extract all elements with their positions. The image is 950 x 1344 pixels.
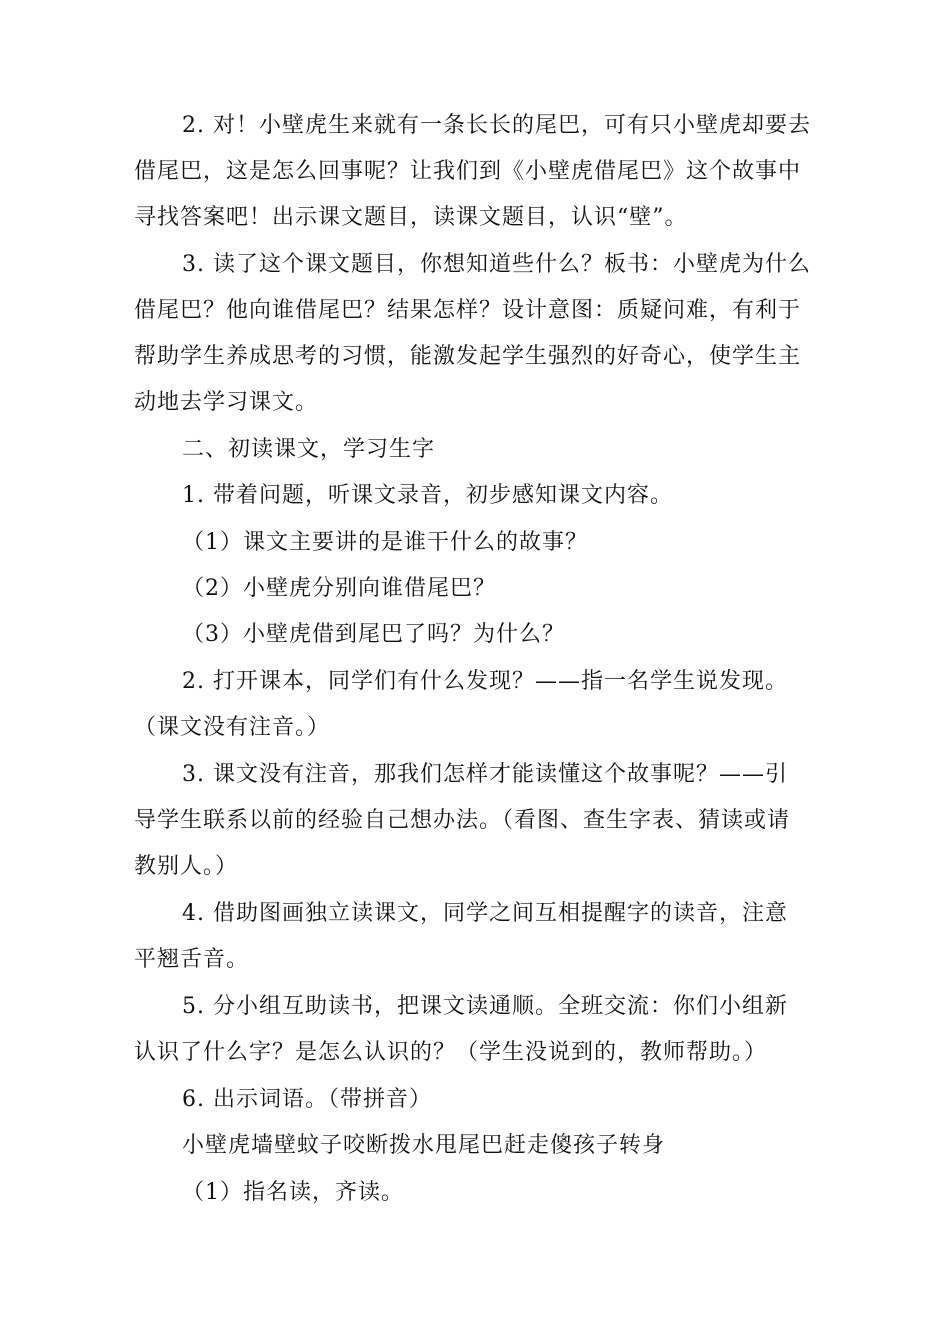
paragraph-line: （课文没有注音。） bbox=[134, 715, 331, 740]
word-list: 小壁虎墙壁蚊子咬断拨水甩尾巴赶走傻孩子转身 bbox=[182, 1133, 666, 1158]
section-heading: 二、初读课文，学习生字 bbox=[182, 437, 436, 462]
paragraph-line: 2. 对！小壁虎生来就有一条长长的尾巴，可有只小壁虎却要去 bbox=[182, 113, 811, 138]
paragraph-line: 平翘舌音。 bbox=[134, 947, 250, 972]
list-item: 3. 课文没有注音，那我们怎样才能读懂这个故事呢？——引 bbox=[182, 762, 788, 787]
paragraph-line: 借尾巴？他向谁借尾巴？结果怎样？设计意图：质疑问难，有利于 bbox=[134, 298, 802, 323]
paragraph-line: 借尾巴，这是怎么回事呢？让我们到《小壁虎借尾巴》这个故事中 bbox=[134, 159, 802, 184]
paragraph-line: 动地去学习课文。 bbox=[134, 390, 319, 415]
paragraph-line: 3. 读了这个课文题目，你想知道些什么？板书：小壁虎为什么 bbox=[182, 252, 811, 277]
list-item: 5. 分小组互助读书，把课文读通顺。全班交流：你们小组新 bbox=[182, 994, 788, 1019]
list-item: （1）课文主要讲的是谁干什么的故事？ bbox=[182, 530, 588, 555]
paragraph-line: 教别人。） bbox=[134, 854, 239, 879]
list-item: （3）小壁虎借到尾巴了吗？为什么？ bbox=[182, 622, 565, 647]
paragraph-line: 帮助学生养成思考的习惯，能激发起学生强烈的好奇心，使学生主 bbox=[134, 344, 802, 369]
list-item: 6. 出示词语。（带拼音） bbox=[182, 1087, 432, 1112]
list-item: 1. 带着问题，听课文录音，初步感知课文内容。 bbox=[182, 483, 673, 508]
paragraph-line: 寻找答案吧！出示课文题目，读课文题目，认识“壁”。 bbox=[134, 205, 688, 230]
list-item: （1）指名读，齐读。 bbox=[182, 1180, 404, 1205]
paragraph-line: 认识了什么字？是怎么认识的？（学生没说到的，教师帮助。） bbox=[134, 1040, 768, 1065]
list-item: （2）小壁虎分别向谁借尾巴？ bbox=[182, 576, 496, 601]
list-item: 4. 借助图画独立读课文，同学之间互相提醒字的读音，注意 bbox=[182, 901, 788, 926]
paragraph-line: 导学生联系以前的经验自己想办法。（看图、查生字表、猜读或请 bbox=[134, 808, 791, 833]
list-item: 2. 打开课本，同学们有什么发现？——指一名学生说发现。 bbox=[182, 669, 788, 694]
